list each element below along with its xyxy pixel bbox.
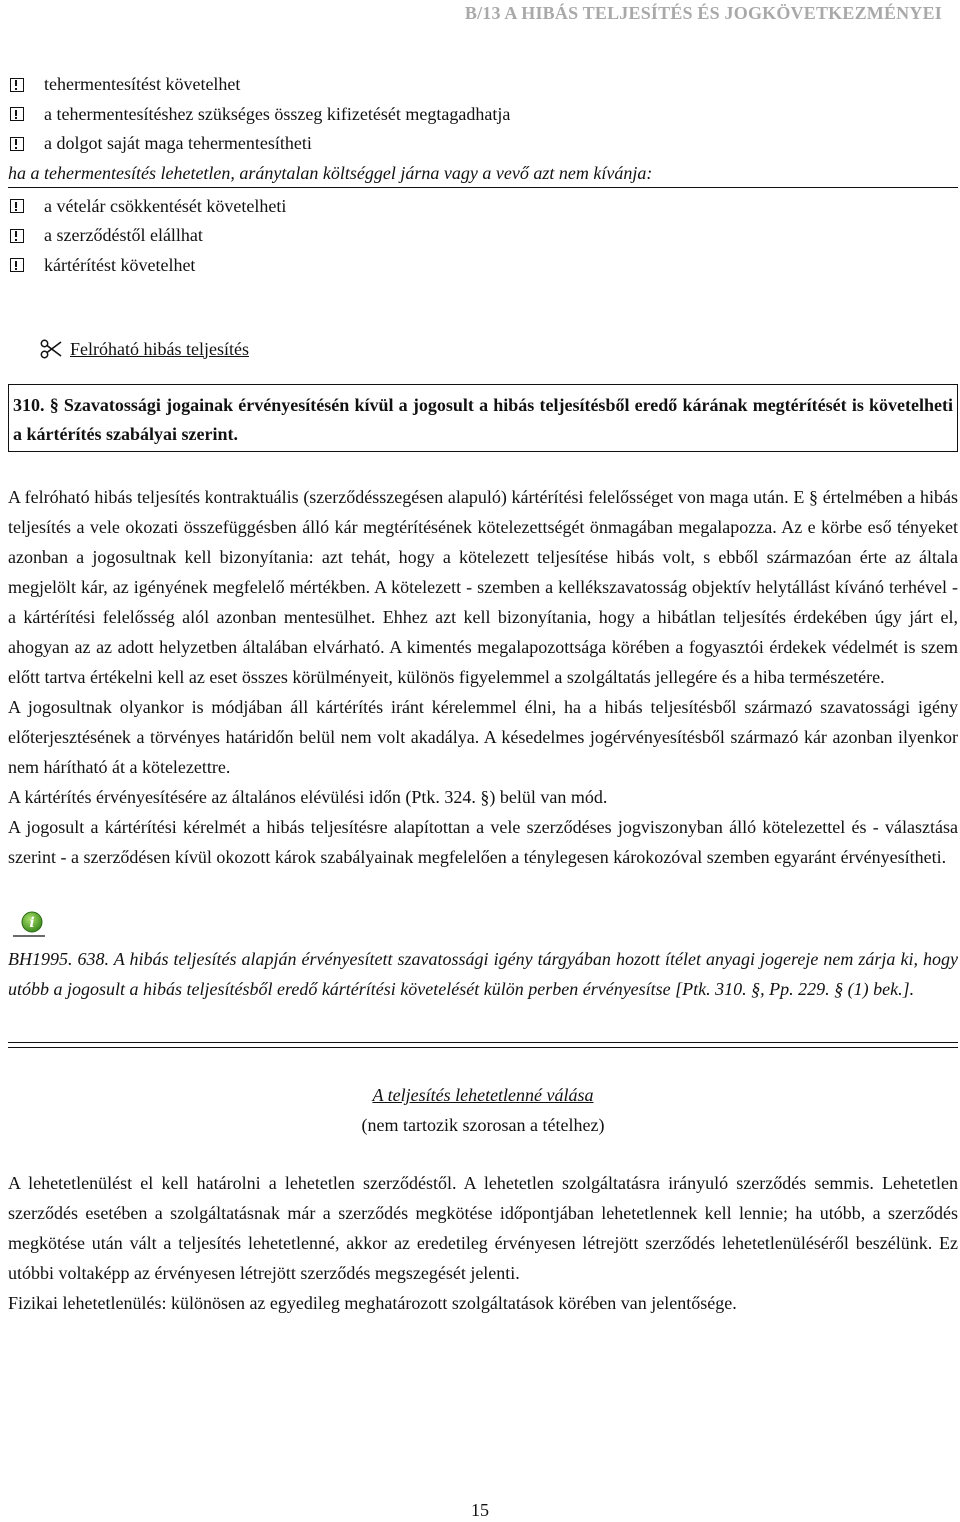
- paragraph-sign: §: [809, 487, 819, 507]
- list-item: tehermentesítést követelhet: [8, 70, 958, 100]
- paragraph-sign: §: [49, 395, 59, 415]
- subsection-note: (nem tartozik szorosan a tételhez): [361, 1115, 605, 1135]
- paragraph-sign: §: [834, 979, 844, 999]
- list-item: a vételár csökkentését követelheti: [8, 192, 958, 222]
- paragraph: A lehetetlenülést el kell határolni a lehetetlen szerződéstől. A lehetetlen szolgáltatásra irányuló szerződés semmis. Lehetetlen szerződés esetében a szolgáltatásnak már a szerződés megkötése időpontjában lehetetlennek kell lennie; ha utóbb, a szerződés megkötése után vált a teljesítés lehetetlenné, akkor az eredetileg érvényesen létrejött szerződés lehetetlenüléséről beszélünk. Ez utóbbi voltaképp az érvényesen létrejött szerződés megszegését jelenti.: [8, 1173, 958, 1283]
- subsection-title: A teljesítés lehetetlenné válása: [372, 1085, 594, 1105]
- list-item: a szerződéstől elállhat: [8, 221, 958, 251]
- case-citation: BH1995. 638. A hibás teljesítés alapján érvényesített szavatossági igény tárgyában hozott ítélet anyagi jogereje nem zárja ki, hogy utóbb a jogosult a hibás teljesítésből eredő kártérítési követelését külön perben érvényesítse [Ptk. 310. §, Pp. 229. § (1) bek.].: [8, 949, 958, 999]
- double-divider: [8, 1042, 958, 1048]
- citation-ref: BH1995. 638.: [8, 949, 110, 969]
- paragraph: A felróható hibás teljesítés kontraktuális (szerződésszegésen alapuló) kártérítési felelősséget von maga után. E § értelmében a hibás teljesítés a vele okozati összefüggésben álló kár megtérítésének kötelezettségét önmagában megalapozza. Az e körbe eső tényeket azonban a jogosultnak kell bizonyítania: azt tehát, hogy a kötelezett teljesítése hibás volt, s ebből származóan érte az általa megjelölt kár, az igényének megfelelő mértékben. A kötelezett - szemben a kellékszavatosság objektív helytállást kívánó terhével - a kártérítési felelősség alól azonban mentesülhet. Ehhez azt kell bizonyítania, hogy a hibátlan teljesítés érdekében úgy járt el, ahogyan az az adott helyzetben általában elvárható. A kimentés megalapozottsága körében a fogyasztói érdekek védelmét is szem előtt tartva értékelni kell az eset összes körülményeit, különös figyelemmel a szolgáltatás jellegére és a hiba természetére.: [8, 487, 958, 687]
- exclamation-box-icon: [10, 199, 24, 213]
- running-header: B/13 A HIBÁS TELJESÍTÉS ÉS JOGKÖVETKEZMÉNYEI: [464, 3, 942, 23]
- svg-text:i: i: [29, 915, 35, 931]
- page-content: [8, 70, 958, 1318]
- paragraph-sign: §: [480, 787, 490, 807]
- statute-text: Szavatossági jogainak érvényesítésén kívül a jogosult a hibás teljesítésből eredő kárának megtérítését is követelheti a kártérítés szabályai szerint.: [13, 395, 954, 444]
- section-title: Felróható hibás teljesítés: [70, 338, 249, 359]
- closing-text: [8, 1168, 958, 1318]
- section-heading: [8, 334, 958, 364]
- scissors-icon: [40, 339, 62, 359]
- info-marker: [8, 910, 958, 940]
- condition-line: ha a tehermentesítés lehetetlen, aránytalan költséggel járna vagy a vevő azt nem kívánja:: [8, 159, 958, 188]
- exclamation-box-icon: [10, 137, 24, 151]
- body-text: [8, 482, 958, 872]
- statute-number: 310.: [13, 395, 50, 415]
- page-number: 15: [471, 1500, 489, 1520]
- info-icon: [12, 910, 46, 938]
- rights-list-a: [8, 70, 958, 159]
- paragraph: A jogosultnak olyankor is módjában áll kártérítés iránt kérelemmel élni, ha a hibás teljesítésből származó szavatossági igény előterjesztésének a törvényes határidőn belül nem volt akadálya. A késedelmes jogérvényesítésből származó kár azonban ilyenkor nem hárítható át a kötelezettre.: [8, 697, 958, 777]
- list-item: a tehermentesítéshez szükséges összeg kifizetését megtagadhatja: [8, 100, 958, 130]
- rights-list-b: [8, 192, 958, 281]
- exclamation-box-icon: [10, 258, 24, 272]
- list-item: a dolgot saját maga tehermentesítheti: [8, 129, 958, 159]
- exclamation-box-icon: [10, 107, 24, 121]
- exclamation-box-icon: [10, 229, 24, 243]
- exclamation-box-icon: [10, 78, 24, 92]
- paragraph: Fizikai lehetetlenülés: különösen az egyedileg meghatározott szolgáltatások körében van jelentősége.: [8, 1293, 737, 1313]
- paragraph: A jogosult a kártérítési kérelmét a hibás teljesítésre alapítottan a vele szerződéses jogviszonyban álló kötelezettel és - választása szerint - a szerződésen kívül okozott károk szabályainak megfelelően a ténylegesen károkozóval szemben egyaránt érvényesítheti.: [8, 817, 958, 867]
- paragraph: A kártérítés érvényesítésére az általános elévülési időn (Ptk. 324. §) belül van mód.: [8, 787, 608, 807]
- statute-box: [8, 384, 958, 452]
- paragraph-sign: §: [751, 979, 761, 999]
- list-item: kártérítést követelhet: [8, 251, 958, 281]
